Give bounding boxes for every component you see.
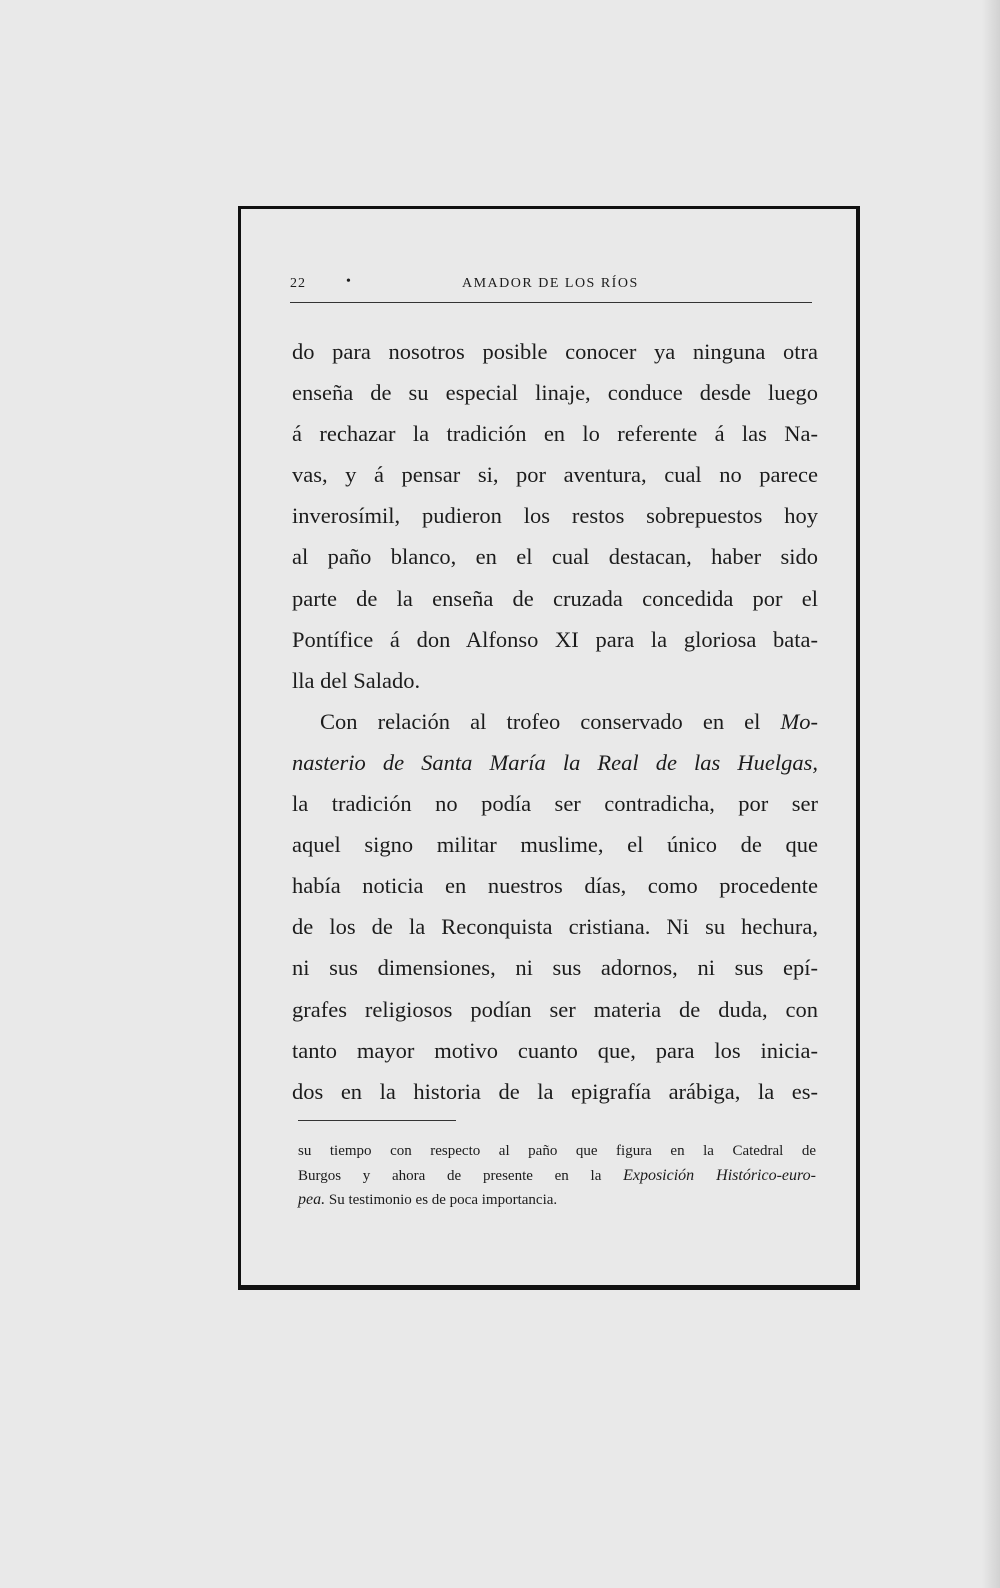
- body-line: al paño blanco, en el cual destacan, haber sido: [292, 544, 818, 570]
- body-line: inverosímil, pudieron los restos sobrepuestos hoy: [292, 503, 818, 529]
- body-line: la tradición no podía ser contradicha, por ser: [292, 791, 818, 817]
- body-line: enseña de su especial linaje, conduce desde luego: [292, 380, 818, 406]
- body-line: de los de la Reconquista cristiana. Ni su hechura,: [292, 914, 818, 940]
- body-line: ni sus dimensiones, ni sus adornos, ni sus epí-: [292, 955, 818, 981]
- body-line: grafes religiosos podían ser materia de duda, con: [292, 996, 818, 1022]
- footnote-text-run: Su testimonio es de poca importancia.: [325, 1192, 558, 1208]
- head-separator: •: [346, 274, 352, 289]
- body-text: [292, 331, 818, 1112]
- page-edge-shadow: [982, 0, 1000, 1588]
- body-line: do para nosotros posible conocer ya ninguna otra: [292, 339, 818, 364]
- running-title: AMADOR DE LOS RÍOS: [462, 276, 639, 291]
- italic-title-run: nasterio de Santa María la Real de las Huelgas,: [292, 749, 818, 775]
- footnote-italic-run: pea.: [298, 1191, 326, 1208]
- body-line: parte de la enseña de cruzada concedida por el: [292, 585, 818, 611]
- body-line: lla del Salado.: [292, 667, 421, 693]
- footnote: [298, 1139, 816, 1213]
- body-line: dos en la historia de la epigrafía arábiga, la es-: [292, 1078, 818, 1104]
- body-line: tanto mayor motivo cuanto que, para los inicia-: [292, 1037, 818, 1063]
- body-line: Pontífice á don Alfonso XI para la gloriosa bata-: [292, 626, 818, 652]
- italic-title-line: [292, 742, 818, 783]
- footnote-text-run: Burgos y ahora de presente en la: [298, 1167, 624, 1184]
- footnote-line: [298, 1164, 816, 1189]
- header-rule: [290, 302, 812, 303]
- page-number: 22: [290, 276, 306, 291]
- body-text-run: Con relación al trofeo conservado en el: [320, 708, 781, 734]
- body-line: á rechazar la tradición en lo referente á las Na-: [292, 421, 818, 447]
- footnote-rule: [298, 1120, 456, 1121]
- footnote-italic-run: Exposición Histórico-euro-: [623, 1166, 816, 1184]
- running-head: [290, 276, 812, 296]
- body-line: vas, y á pensar si, por aventura, cual no parece: [292, 462, 818, 488]
- footnote-line: [298, 1188, 816, 1213]
- body-line: aquel signo militar muslime, el único de que: [292, 832, 818, 858]
- body-line: había noticia en nuestros días, como procedente: [292, 873, 818, 899]
- footnote-line: su tiempo con respecto al paño que figura en la Catedral de: [298, 1143, 816, 1159]
- paragraph-start-line: [292, 701, 818, 742]
- italic-title-run: Mo-: [780, 708, 818, 734]
